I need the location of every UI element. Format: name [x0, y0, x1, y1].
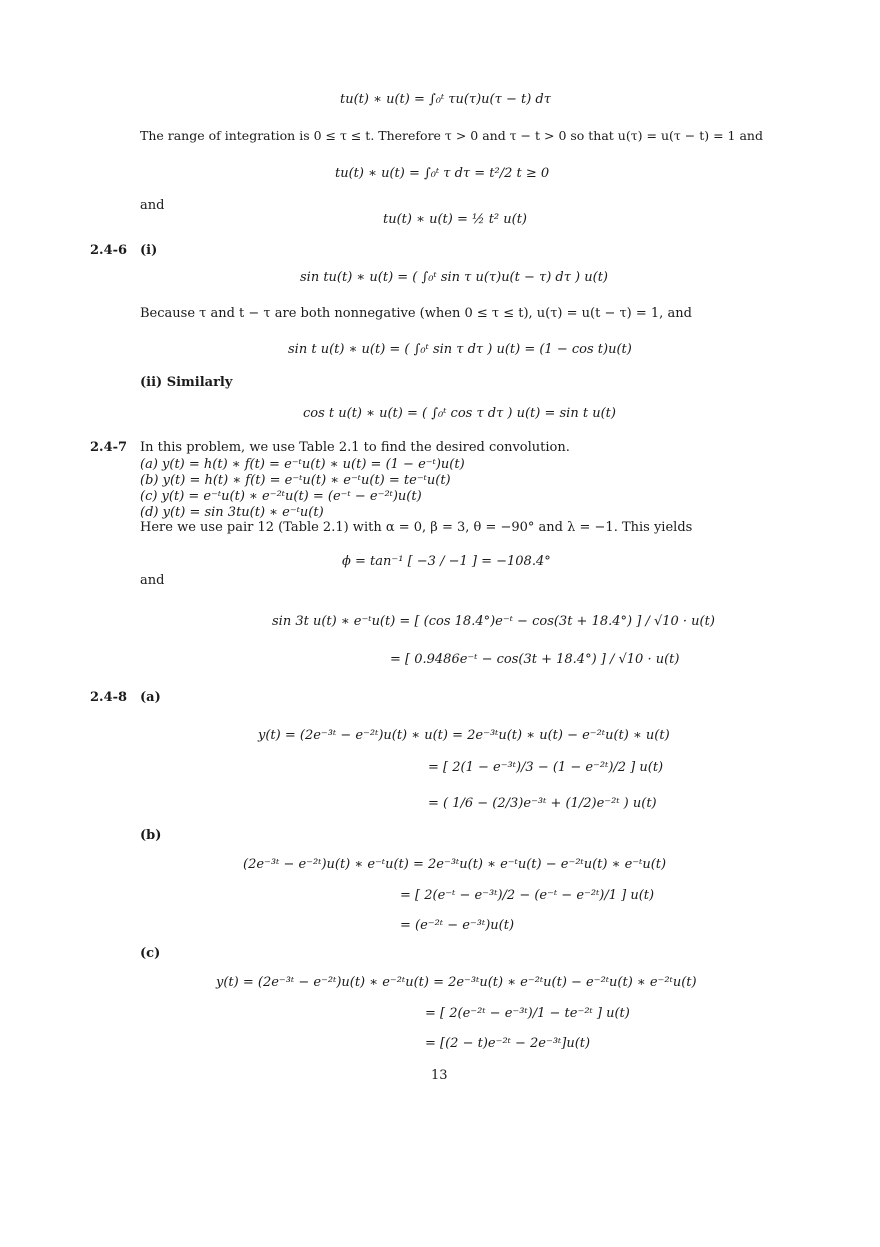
equation-cos-result: cos t u(t) ∗ u(t) = ( ∫₀ᵗ cos τ dτ ) u(t) = sin t u(t)	[303, 406, 616, 421]
part-d-equation: (d) y(t) = sin 3tu(t) ∗ e⁻ᵗu(t)	[140, 505, 324, 520]
equation-2-4-8-c-line2: = [ 2(e⁻²ᵗ − e⁻³ᵗ)/1 − te⁻²ᵗ ] u(t)	[425, 1006, 630, 1021]
equation-sin3t-line1: sin 3t u(t) ∗ e⁻ᵗu(t) = [ (cos 18.4°)e⁻ᵗ − cos(3t + 18.4°) ] / √10 · u(t)	[272, 614, 715, 629]
equation-2-4-8-a-line3: = ( 1/6 − (2/3)e⁻³ᵗ + (1/2)e⁻²ᵗ ) u(t)	[428, 796, 657, 811]
equation-result-t2: tu(t) ∗ u(t) = ½ t² u(t)	[383, 212, 528, 227]
and-text-1: and	[140, 198, 165, 213]
equation-2-4-8-c-line1: y(t) = (2e⁻³ᵗ − e⁻²ᵗ)u(t) ∗ e⁻²ᵗu(t) = 2e⁻³ᵗu(t) ∗ e⁻²ᵗu(t) − e⁻²ᵗu(t) ∗ e⁻²ᵗu(t)	[216, 975, 697, 990]
equation-sin-result: sin t u(t) ∗ u(t) = ( ∫₀ᵗ sin τ dτ ) u(t) = (1 − cos t)u(t)	[288, 342, 632, 357]
equation-convolution-integral: tu(t) ∗ u(t) = ∫₀ᵗ τu(τ)u(τ − t) dτ	[340, 92, 551, 107]
part-i-label: (i)	[140, 243, 158, 258]
pair-12-text: Here we use pair 12 (Table 2.1) with α = 0, β = 3, θ = −90° and λ = −1. This yields	[140, 520, 693, 535]
part-b-label: (b)	[140, 828, 162, 843]
range-of-integration-text: The range of integration is 0 ≤ τ ≤ t. Therefore τ > 0 and τ − t > 0 so that u(τ) = u(τ − t) = 1 and	[140, 128, 763, 143]
problem-number-2-4-7: 2.4-7	[90, 440, 128, 455]
equation-2-4-8-a-line2: = [ 2(1 − e⁻³ᵗ)/3 − (1 − e⁻²ᵗ)/2 ] u(t)	[428, 760, 664, 775]
equation-2-4-8-c-line3: = [(2 − t)e⁻²ᵗ − 2e⁻³ᵗ]u(t)	[425, 1036, 591, 1051]
part-b-equation: (b) y(t) = h(t) ∗ f(t) = e⁻ᵗu(t) ∗ e⁻ᵗu(t) = te⁻ᵗu(t)	[140, 473, 451, 488]
equation-2-4-8-b-line3: = (e⁻²ᵗ − e⁻³ᵗ)u(t)	[400, 918, 515, 933]
problem-number-2-4-6: 2.4-6	[90, 243, 128, 258]
equation-2-4-8-b-line1: (2e⁻³ᵗ − e⁻²ᵗ)u(t) ∗ e⁻ᵗu(t) = 2e⁻³ᵗu(t) ∗ e⁻ᵗu(t) − e⁻²ᵗu(t) ∗ e⁻ᵗu(t)	[243, 857, 667, 872]
part-ii-label: (ii) Similarly	[140, 375, 233, 390]
part-a-equation: (a) y(t) = h(t) ∗ f(t) = e⁻ᵗu(t) ∗ u(t) = (1 − e⁻ᵗ)u(t)	[140, 457, 465, 472]
equation-2-4-8-a-line1: y(t) = (2e⁻³ᵗ − e⁻²ᵗ)u(t) ∗ u(t) = 2e⁻³ᵗu(t) ∗ u(t) − e⁻²ᵗu(t) ∗ u(t)	[258, 728, 670, 743]
problem-number-2-4-8: 2.4-8	[90, 690, 128, 705]
equation-phi: ϕ = tan⁻¹ [ −3 / −1 ] = −108.4°	[342, 554, 551, 569]
because-text: Because τ and t − τ are both nonnegative (when 0 ≤ τ ≤ t), u(τ) = u(t − τ) = 1, and	[140, 306, 692, 321]
equation-2-4-8-b-line2: = [ 2(e⁻ᵗ − e⁻³ᵗ)/2 − (e⁻ᵗ − e⁻²ᵗ)/1 ] u(t)	[400, 888, 655, 903]
and-text-2: and	[140, 573, 165, 588]
part-a-label: (a)	[140, 690, 161, 705]
equation-sin-convolution: sin tu(t) ∗ u(t) = ( ∫₀ᵗ sin τ u(τ)u(t − τ) dτ ) u(t)	[300, 270, 609, 285]
part-c-label: (c)	[140, 946, 161, 961]
problem-2-4-7-intro: In this problem, we use Table 2.1 to find the desired convolution.	[140, 440, 570, 455]
equation-sin3t-line2: = [ 0.9486e⁻ᵗ − cos(3t + 18.4°) ] / √10 · u(t)	[390, 652, 680, 667]
part-c-equation: (c) y(t) = e⁻ᵗu(t) ∗ e⁻²ᵗu(t) = (e⁻ᵗ − e⁻²ᵗ)u(t)	[140, 489, 422, 504]
equation-tau-integral: tu(t) ∗ u(t) = ∫₀ᵗ τ dτ = t²/2 t ≥ 0	[335, 166, 550, 181]
page-number: 13	[431, 1068, 448, 1083]
